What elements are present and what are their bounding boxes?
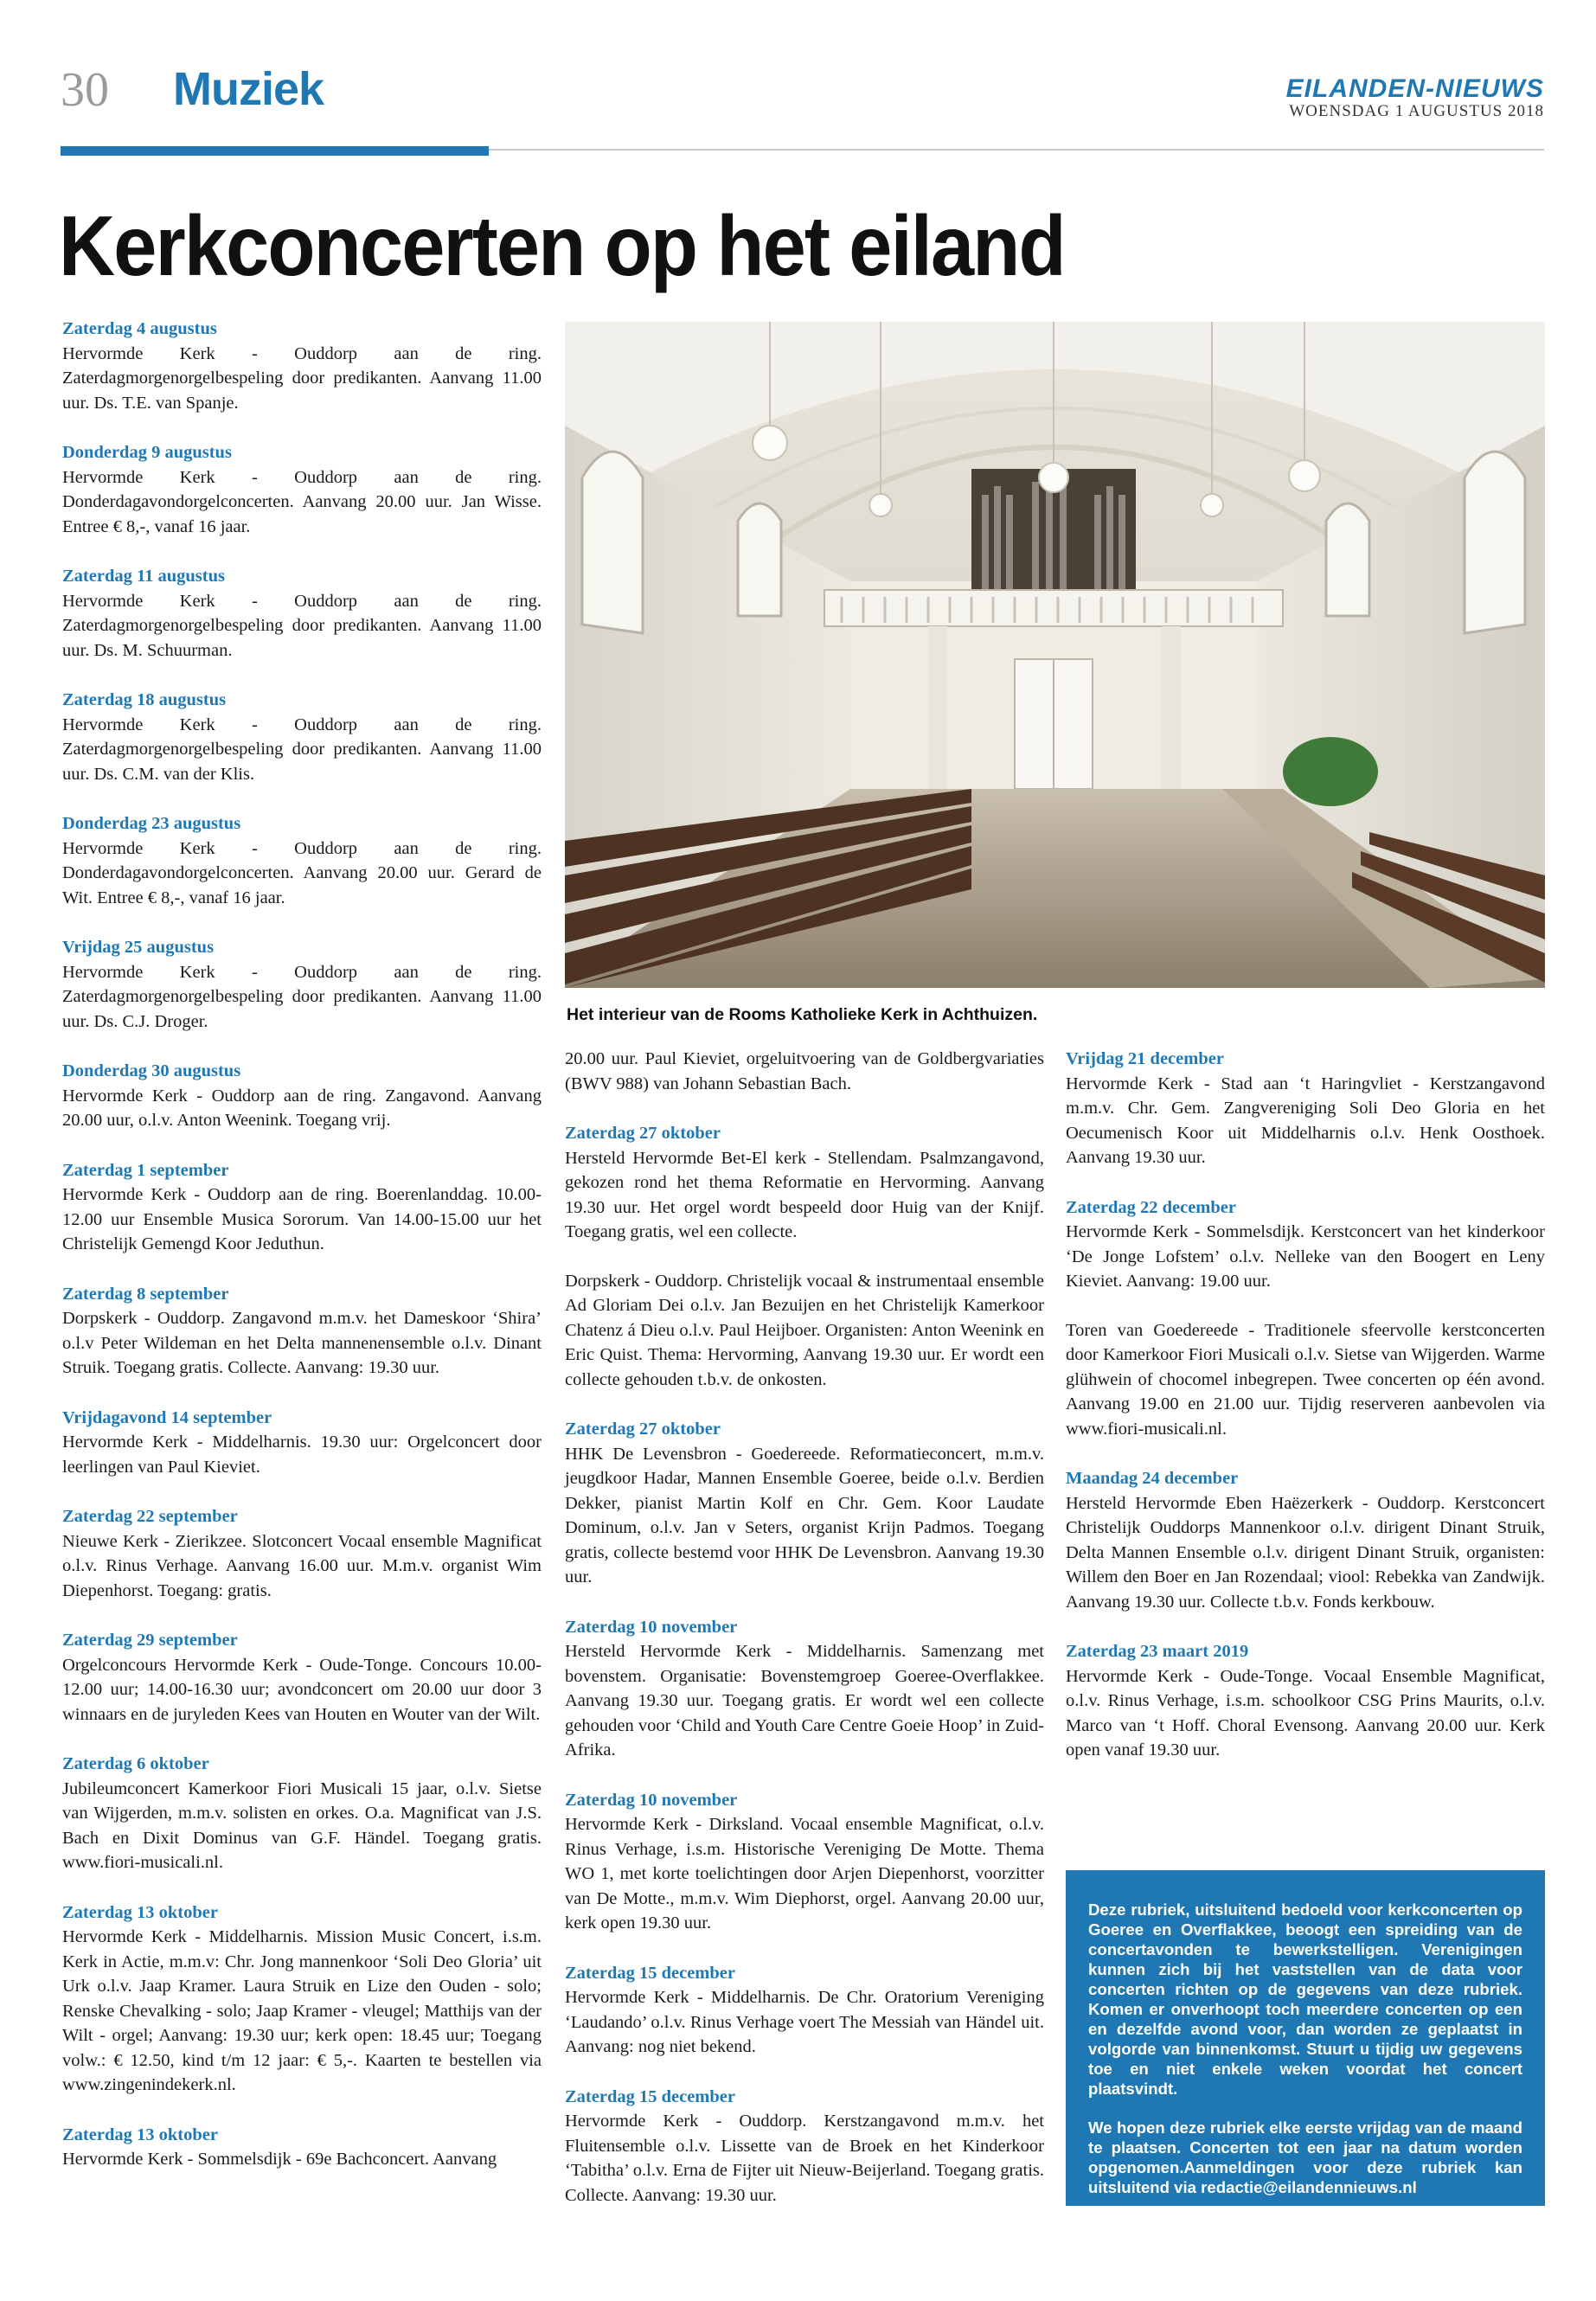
concert-entry (62, 1406, 542, 1480)
concert-date: Zaterdag 11 augustus (62, 567, 225, 586)
concert-entry (62, 811, 542, 910)
concert-date: Zaterdag 18 augustus (62, 690, 227, 709)
concert-details: Hervormde Kerk - Ouddorp aan de ring. Zaterdagmorgenorgelbespeling door predikanten. Aanvang 11.00 uur. Ds. T.E. van Spanje. (62, 343, 542, 413)
concert-details: Orgelconcours Hervormde Kerk - Oude-Tonge. Concours 10.00-12.00 uur; 14.00-16.30 uur; avondconcert om 20.00 uur door 3 winnaars en de juryleden Kees van Houten en Wouter van der Wilt. (62, 1655, 542, 1724)
concert-details: Hersteld Hervormde Kerk - Middelharnis. Samenzang met bovenstem. Organisatie: Bovenstemgroep Goeree-Overflakkee. Aanvang 19.30 uur. Toegang gratis. Er wordt wel een collecte gehouden voor ‘Child and Youth Care Centre Goeie Hoop’ in Zuid-Afrika. (565, 1642, 1044, 1759)
concert-details: Hervormde Kerk - Ouddorp aan de ring. Donderdagavondorgelconcerten. Aanvang 20.00 uur. Jan Wisse. Entree € 8,-, vanaf 16 jaar. (62, 467, 542, 536)
issue-date: WOENSDAG 1 AUGUSTUS 2018 (1289, 102, 1544, 120)
concert-details: Hervormde Kerk - Sommelsdijk. Kerstconcert van het kinderkoor ‘De Jonge Lofstem’ o.l.v. Nelleke van den Boogert en Leny Kieviet. Aanvang: 19.00 uur. (1066, 1222, 1545, 1291)
concert-entry (62, 688, 542, 786)
concert-entry (1066, 1195, 1545, 1442)
concert-date: Zaterdag 15 december (565, 1963, 735, 1983)
concert-details: Dorpskerk - Ouddorp. Zangavond m.m.v. het Dameskoor ‘Shira’ o.l.v Peter Wildeman en het Delta mannenensemble o.l.v. Dinant Struik. Toegang gratis. Collecte. Aanvang: 19.30 uur. (62, 1309, 542, 1377)
concert-date: Zaterdag 22 december (1066, 1197, 1236, 1217)
concert-entry (62, 564, 542, 663)
concert-entry (1066, 1466, 1545, 1614)
concert-entry (62, 935, 542, 1034)
concert-details: Toren van Goedereede - Traditionele sfeervolle kerstconcerten door Kamerkoor Fiori Musicali o.l.v. Sietse van Wijgerden. Warme glühwein of chocomel inbegrepen. Twee concerten op één avond. Aanvang 19.00 en 21.00 uur. Tijdig reserveren aanbevolen via www.fiori-musicali.nl. (1066, 1320, 1545, 1439)
concert-details: Nieuwe Kerk - Zierikzee. Slotconcert Vocaal ensemble Magnificat o.l.v. Rinus Verhage. Aanvang 16.00 uur. M.m.v. organist Wim Diepenhorst. Toegang: gratis. (62, 1531, 542, 1600)
concert-entry (565, 1121, 1044, 1392)
concert-date: Zaterdag 15 december (565, 2086, 735, 2106)
concert-details: Hervormde Kerk - Middelharnis. Mission Music Concert, i.s.m. Kerk in Actie, m.m.v: Chr. Jong mannenkoor ‘Soli Deo Gloria’ uit Urk o.l.v. Jaap Kramer. Laura Struik en Lize den Ouden - solo; Renske Chevalking - solo; Jaap Kramer - vleugel; Matthijs van der Wilt - orgel; Aanvang: 19.30 uur; kerk open: 18.45 uur; Toegang volw.: € 12.50, kind t/m 12 jaar: € 5,-. Kaarten te bestellen via www.zingenindekerk.nl. (62, 1927, 542, 2094)
concert-entry (1066, 1639, 1545, 1763)
concert-date: Vrijdagavond 14 september (62, 1407, 272, 1427)
concert-details: Hervormde Kerk - Ouddorp aan de ring. Boerenlanddag. 10.00-12.00 uur Ensemble Musica Sororum. Van 14.00-15.00 uur het Christelijk Gemengd Koor Jeduthun. (62, 1185, 542, 1253)
concert-entry (565, 1047, 1044, 1096)
concert-entry (1066, 1047, 1545, 1170)
concert-date: Zaterdag 13 oktober (62, 2125, 218, 2144)
concert-date: Donderdag 30 augustus (62, 1061, 241, 1080)
newspaper-logo: EILANDEN-NIEUWS (1285, 74, 1544, 103)
concert-details: Dorpskerk - Ouddorp. Christelijk vocaal & instrumentaal ensemble Ad Gloriam Dei o.l.v. Jan Bezuijen en het Christelijk Kamerkoor Chatenz á Dieu o.l.v. Paul Heijboer. Organisten: Anton Weenink en Eric Quist. Thema: Hervorming, Aanvang 19.30 uur. Er wordt een collecte gehouden t.b.v. de onkosten. (565, 1271, 1044, 1389)
concert-entry (62, 1628, 542, 1727)
photo-caption: Het interieur van de Rooms Katholieke Kerk in Achthuizen. (567, 1005, 1038, 1024)
concert-details: Hervormde Kerk - Sommelsdijk - 69e Bachconcert. Aanvang (62, 2150, 497, 2169)
concert-details: Hervormde Kerk - Ouddorp aan de ring. Zangavond. Aanvang 20.00 uur, o.l.v. Anton Weenink. Toegang vrij. (62, 1086, 542, 1130)
concert-details: Hervormde Kerk - Ouddorp. Kerstzangavond m.m.v. het Fluitensemble o.l.v. Lissette van de Broek en het Kinderkoor ‘Tabitha’ o.l.v. Erna de Fijter uit Nieuw-Beijerland. Toegang gratis. Collecte. Aanvang: 19.30 uur. (565, 2112, 1044, 2205)
concert-date: Vrijdag 25 augustus (62, 938, 215, 957)
concert-details: Hervormde Kerk - Ouddorp aan de ring. Donderdagavondorgelconcerten. Aanvang 20.00 uur. Gerard de Wit. Entree € 8,-, vanaf 16 jaar. (62, 838, 542, 907)
concert-details: Hervormde Kerk - Dirksland. Vocaal ensemble Magnificat, o.l.v. Rinus Verhage, i.s.m. Historische Vereniging De Motte. Thema WO 1, met korte toelichtingen door Arjen Diepenhorst, voorzitter van De Motte., m.m.v. Wim Diephorst, orgel. Aanvang 20.00 uur, kerk open 19.30 uur. (565, 1815, 1044, 1932)
section-title: Muziek (173, 63, 324, 115)
concert-date: Zaterdag 1 september (62, 1160, 229, 1180)
concert-date: Zaterdag 13 oktober (62, 1902, 218, 1922)
column-2 (565, 1047, 1044, 2233)
concert-date: Donderdag 23 augustus (62, 814, 241, 833)
concert-details: Hervormde Kerk - Ouddorp aan de ring. Zaterdagmorgenorgelbespeling door predikanten. Aanvang 11.00 uur. Ds. M. Schuurman. (62, 591, 542, 660)
concert-entry (62, 1158, 542, 1257)
concert-details: Hervormde Kerk - Middelharnis. 19.30 uur: Orgelconcert door leerlingen van Paul Kieviet. (62, 1433, 542, 1477)
church-interior-photo (565, 322, 1545, 988)
concert-entry (62, 317, 542, 415)
concert-entry (62, 1752, 542, 1875)
header-accent-bar (61, 146, 489, 156)
concert-entry (565, 1615, 1044, 1763)
church-interior-illustration (565, 322, 1545, 988)
concert-entry (62, 1282, 542, 1381)
concert-date: Zaterdag 6 oktober (62, 1754, 209, 1773)
concert-entry (565, 1961, 1044, 2060)
concert-details: Hersteld Hervormde Bet-El kerk - Stellendam. Psalmzangavond, gekozen rond het thema Reformatie en Hervorming. Aanvang 19.30 uur. Het orgel wordt bespeeld door Huig van der Knijf. Toegang gratis, wel een collecte. (565, 1148, 1044, 1241)
info-paragraph: Deze rubriek, uitsluitend bedoeld voor kerkconcerten op Goeree en Overflakkee, beoogt een spreiding van de concertavonden te bewerkstelligen. Verenigingen kunnen zich bij het vaststellen van de data voor concerten richten op de gegevens van deze rubriek. Komen er onverhoopt toch meerdere concerten op een en dezelfde avond voor, dan worden ze geplaatst in volgorde van binnenkomst. Stuurt u tijdig uw gegevens toe en niet enkele weken voordat het concert plaatsvindt. (1088, 1900, 1522, 2098)
concert-date: Zaterdag 22 september (62, 1507, 238, 1526)
concert-date: Zaterdag 4 augustus (62, 319, 217, 338)
concert-entry (62, 440, 542, 539)
concert-date: Zaterdag 27 oktober (565, 1420, 721, 1439)
concert-date: Donderdag 9 augustus (62, 443, 232, 462)
concert-date: Zaterdag 29 september (62, 1631, 238, 1650)
concert-details: Jubileumconcert Kamerkoor Fiori Musicali 15 jaar, o.l.v. Sietse van Wijgerden, m.m.v. solisten en orkes. O.a. Magnificat van J.S. Bach en Dixit Dominus van G.F. Händel. Toegang gratis. www.fiori-musicali.nl. (62, 1779, 542, 1872)
column-1 (62, 317, 542, 2197)
concert-details: Hervormde Kerk - Ouddorp aan de ring. Zaterdagmorgenorgelbespeling door predikanten. Aanvang 11.00 uur. Ds. C.M. van der Klis. (62, 715, 542, 784)
concert-details: 20.00 uur. Paul Kieviet, orgeluitvoering van de Goldbergvariaties (BWV 988) van Johann Sebastian Bach. (565, 1049, 1044, 1093)
concert-date: Zaterdag 23 maart 2019 (1066, 1642, 1249, 1661)
concert-details: Hervormde Kerk - Oude-Tonge. Vocaal Ensemble Magnificat, o.l.v. Rinus Verhage, i.s.m. schoolkoor CSG Prins Maurits, o.l.v. Marco van ‘t Hoff. Choral Evensong. Aanvang 20.00 uur. Kerk open vanaf 19.30 uur. (1066, 1666, 1545, 1759)
concert-date: Maandag 24 december (1066, 1469, 1239, 1488)
column-3 (1066, 1047, 1545, 1788)
concert-entry (62, 1059, 542, 1133)
rubric-info-box (1066, 1870, 1545, 2206)
info-paragraph: We hopen deze rubriek elke eerste vrijdag van de maand te plaatsen. Concerten tot een jaar na datum worden opgenomen.Aanmeldingen voor deze rubriek kan uitsluitend via redactie@eilandennieuws.nl (1088, 2118, 1522, 2196)
concert-entry (62, 1504, 542, 1603)
concert-entry (565, 1788, 1044, 1936)
concert-date: Zaterdag 27 oktober (565, 1124, 721, 1143)
concert-date: Zaterdag 10 november (565, 1617, 738, 1637)
concert-date: Zaterdag 8 september (62, 1284, 229, 1304)
concert-details: Hervormde Kerk - Stad aan ‘t Haringvliet - Kerstzangavond m.m.v. Chr. Gem. Zangvereniging Soli Deo Gloria en het Oecumenisch Koor uit Middelharnis o.l.v. Henk Oosthoek. Aanvang 19.30 uur. (1066, 1074, 1545, 1167)
concert-details: Hervormde Kerk - Middelharnis. De Chr. Oratorium Vereniging ‘Laudando’ o.l.v. Rinus Verhage voert The Messiah van Händel uit. Aanvang: nog niet bekend. (565, 1988, 1044, 2056)
concert-details: HHK De Levensbron - Goedereede. Reformatieconcert, m.m.v. jeugdkoor Hadar, Mannen Ensemble Goeree, beide o.l.v. Berdien Dekker, pianist Martin Kolf en Chr. Gem. Koor Laudate Dominum, o.l.v. Jan v Seters, organist Krijn Padmos. Toegang gratis, collecte bestemd voor HHK De Levensbron. Aanvang 19.30 uur. (565, 1444, 1044, 1586)
concert-details: Hervormde Kerk - Ouddorp aan de ring. Zaterdagmorgenorgelbespeling door predikanten. Aanvang 11.00 uur. Ds. C.J. Droger. (62, 962, 542, 1031)
concert-entry (62, 1900, 542, 2098)
page-number: 30 (61, 63, 109, 117)
concert-entry (565, 2085, 1044, 2208)
concert-details: Hersteld Hervormde Eben Haëzerkerk - Ouddorp. Kerstconcert Christelijk Ouddorps Mannenkoor o.l.v. dirigent Dinant Struik, Delta Mannen Ensemble o.l.v. dirigent Dinant Struik, organisten: Willem den Boer en Jan Rozendaal; viool: Rebekka van Zandwijk. Aanvang 19.30 uur. Collecte t.b.v. Fonds kerkbouw. (1066, 1493, 1545, 1612)
page-headline: Kerkconcerten op het eiland (59, 198, 1065, 293)
concert-entry (565, 1417, 1044, 1590)
concert-date: Vrijdag 21 december (1066, 1049, 1224, 1068)
concert-entry (62, 2123, 542, 2172)
concert-date: Zaterdag 10 november (565, 1790, 738, 1810)
